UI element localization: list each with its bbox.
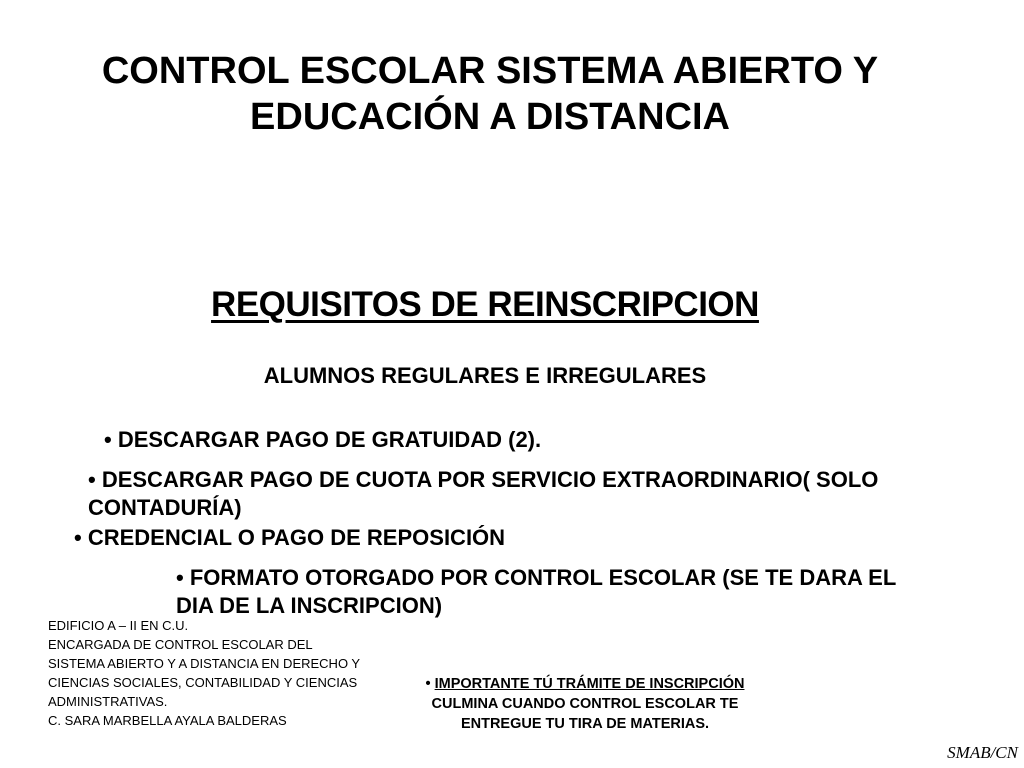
important-note-heading: IMPORTANTE TÚ TRÁMITE DE INSCRIPCIÓN bbox=[434, 676, 745, 692]
office-info-line: SISTEMA ABIERTO Y A DISTANCIA EN DERECHO Y bbox=[48, 656, 361, 671]
important-note bbox=[380, 674, 790, 734]
page-title bbox=[40, 48, 940, 140]
important-note-line-1 bbox=[380, 674, 790, 694]
office-info-line: EDIFICIO A – II EN C.U. bbox=[48, 618, 189, 633]
author-signature: SMAB/CN bbox=[947, 743, 1018, 762]
requirement-item: • FORMATO OTORGADO POR CONTROL ESCOLAR (SE TE DARA EL DIA DE LA INSCRIPCION) bbox=[176, 565, 896, 618]
student-group-label: ALUMNOS REGULARES E IRREGULARES bbox=[263, 363, 707, 388]
title-line-2: EDUCACIÓN A DISTANCIA bbox=[250, 96, 730, 138]
office-info-line: C. SARA MARBELLA AYALA BALDERAS bbox=[48, 713, 287, 728]
important-note-line-2: CULMINA CUANDO CONTROL ESCOLAR TE bbox=[431, 696, 739, 712]
requirement-item: • CREDENCIAL O PAGO DE REPOSICIÓN bbox=[74, 525, 506, 550]
office-info-line: ADMINISTRATIVAS. bbox=[48, 694, 168, 709]
office-info-line: CIENCIAS SOCIALES, CONTABILIDAD Y CIENCIAS bbox=[48, 675, 358, 690]
title-line-1: CONTROL ESCOLAR SISTEMA ABIERTO Y bbox=[101, 50, 879, 92]
office-info-line: ENCARGADA DE CONTROL ESCOLAR DEL bbox=[48, 637, 313, 652]
section-heading: REQUISITOS DE REINSCRIPCION bbox=[211, 285, 759, 324]
requirement-item: • DESCARGAR PAGO DE CUOTA POR SERVICIO EXTRAORDINARIO( SOLO CONTADURÍA) bbox=[88, 467, 879, 520]
bullet: • bbox=[425, 676, 435, 692]
requirement-item: • DESCARGAR PAGO DE GRATUIDAD (2). bbox=[104, 427, 542, 452]
important-note-line-3: ENTREGUE TU TIRA DE MATERIAS. bbox=[460, 716, 710, 732]
office-info bbox=[48, 616, 378, 730]
